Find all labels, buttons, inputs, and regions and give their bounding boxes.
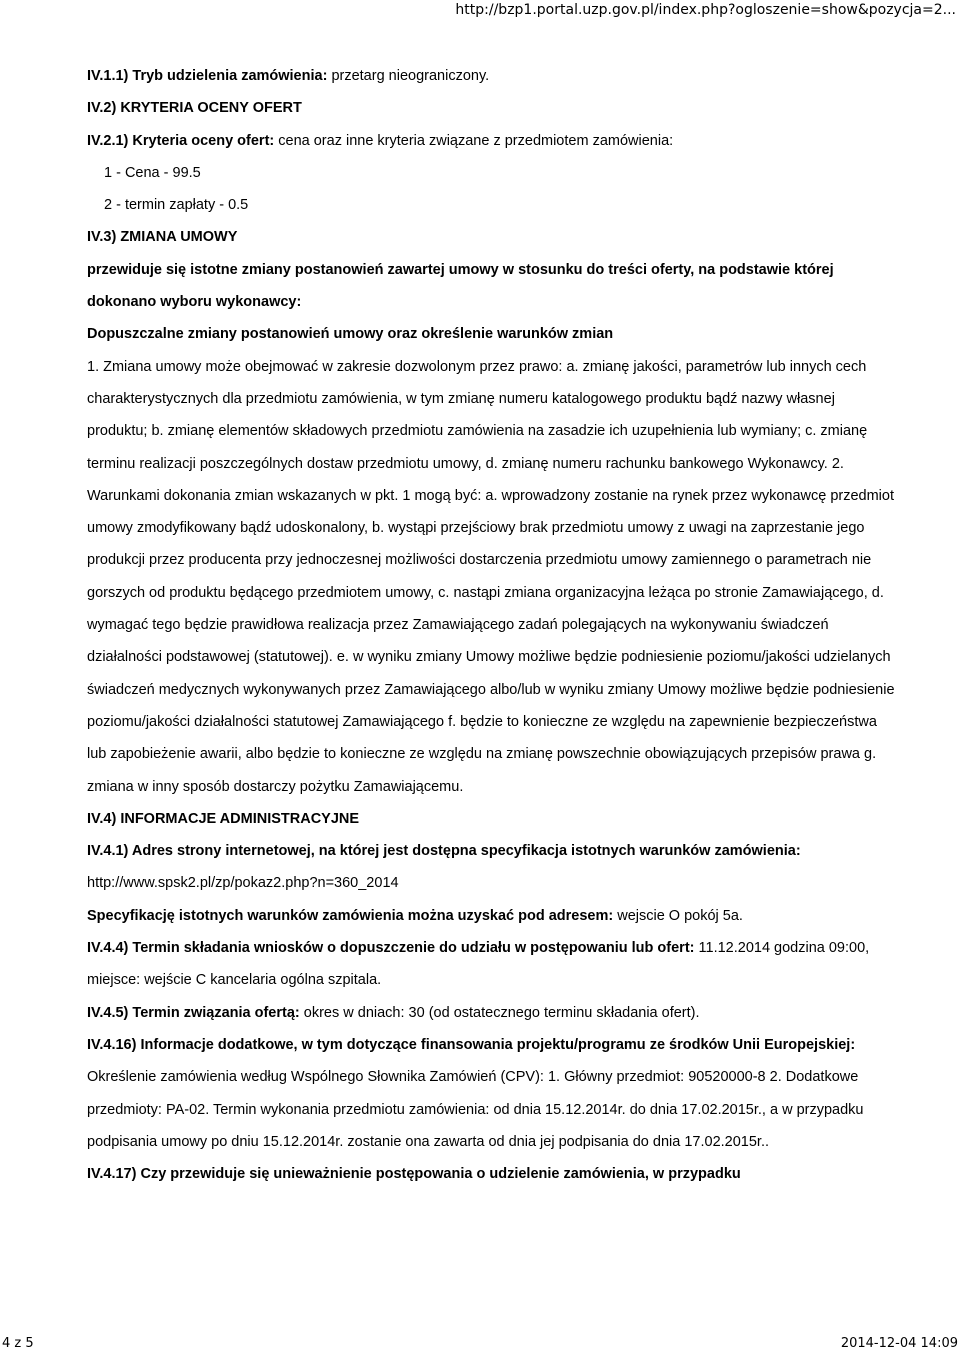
section-label: IV.4.4) Termin składania wniosków o dopuszczenie do udziału w postępowaniu lub ofert: (87, 940, 695, 957)
section-iv-2-heading: IV.2) KRYTERIA OCENY OFERT (87, 100, 302, 117)
section-value: Określenie zamówienia według Wspólnego Słownika Zamówień (CPV): 1. Główny przedmiot: 90520000-8 2. Dodatkowe przedmioty: PA-02. Termin wykonania przedmiotu zamówienia: od dnia 15.12.2014r. do dnia 17.02.2015r., a w przypadku podpisania umowy po dniu 15.12.2014r. zostanie ona zawarta od dnia jej podpisania do dnia 17.02.2015r.. (87, 1069, 864, 1150)
siwz-address (87, 900, 897, 932)
document-body (87, 60, 897, 1190)
section-label: IV.4.16) Informacje dodatkowe, w tym dotyczące finansowania projektu/programu ze środków Unii Europejskiej: (87, 1036, 856, 1053)
print-timestamp: 2014-12-04 14:09 (840, 1336, 958, 1351)
section-value: wejscie O pokój 5a. (617, 907, 743, 924)
section-value: okres w dniach: 30 (od ostatecznego terminu składania ofert). (303, 1004, 700, 1021)
section-iv-1-1 (87, 60, 897, 92)
section-iv-4-4 (87, 932, 897, 997)
page-indicator: 4 z 5 (2, 1336, 34, 1351)
section-iv-4-heading: IV.4) INFORMACJE ADMINISTRACYJNE (87, 810, 360, 827)
section-iv-4-17-label: IV.4.17) Czy przewiduje się unieważnienie postępowania o udzielenie zamówienia, w przypadku (87, 1166, 741, 1183)
section-iv-4-5 (87, 997, 897, 1029)
criterion-1: 1 - Cena - 99.5 (104, 164, 201, 181)
section-iv-2-1 (87, 125, 897, 157)
section-label: IV.1.1) Tryb udzielenia zamówienia: (87, 68, 328, 84)
page-url: http://bzp1.portal.uzp.gov.pl/index.php?ogloszenie=show&pozycja=2... (455, 2, 956, 18)
criterion-2: 2 - termin zapłaty - 0.5 (104, 197, 249, 214)
section-iv-3-body: 1. Zmiana umowy może obejmować w zakresie dozwolonym przez prawo: a. zmianę jakości, parametrów lub innych cech charakterystycznych dla przedmiotu zamówienia, w tym zmianę numeru katalogowego produktu bądź nazwy własnej produktu; b. zmianę elementów składowych przedmiotu zamówienia na zasadzie ich uzupełnienia lub wymiany; c. zmianę terminu realizacji poszczególnych dostaw przedmiotu umowy, d. zmianę numeru rachunku bankowego Wykonawcy. 2. Warunkami dokonania zmian wskazanych w pkt. 1 mogą być: a. wprowadzony zostanie na rynek przez wykonawcę przedmiot umowy zmodyfikowany bądź udoskonalony, b. wystąpi przejściowy brak przedmiotu umowy z uwagi na zaprzestanie jego produkcji przez producenta przy jednoczesnej możliwości dostarczenia przedmiotu umowy zamiennego o parametrach nie gorszych od produktu będącego przedmiotem umowy, c. nastąpi zmiana organizacyjna leżąca po stronie Zamawiającego, d. wymagać tego będzie prawidłowa realizacja przez Zamawiającego zadań polegających na wykonywaniu świadczeń działalności podstawowej (statutowej). e. w wyniku zmiany Umowy możliwe będzie podniesienie poziomu/jakości udzielanych świadczeń medycznych wykonywanych przez Zamawiającego albo/lub w wyniku zmiany Umowy możliwe będzie podniesienie poziomu/jakości działalności statutowej Zamawiającego f. będzie to konieczne ze względu na zapewnienie bezpieczeństwa lub zapobieżenie awarii, albo będzie to konieczne ze względu na zmianę powszechnie obowiązujących przepisów prawa g. zmiana w inny sposób dostarczy pożytku Zamawiającemu. (87, 358, 895, 795)
section-label: IV.4.5) Termin związania ofertą: (87, 1004, 300, 1021)
section-iv-3-heading: IV.3) ZMIANA UMOWY (87, 229, 238, 246)
siwz-url: http://www.spsk2.pl/zp/pokaz2.php?n=360_2014 (87, 875, 399, 892)
section-value: 11.12.2014 godzina 09:00, miejsce: wejście C kancelaria ogólna szpitala. (87, 940, 870, 989)
section-iv-4-16 (87, 1029, 897, 1158)
section-iv-4-1-label: IV.4.1) Adres strony internetowej, na której jest dostępna specyfikacja istotnych warunków zamówienia: (87, 843, 801, 860)
section-value: przetarg nieograniczony. (331, 68, 490, 84)
section-label: IV.2.1) Kryteria oceny ofert: (87, 132, 275, 149)
section-value: cena oraz inne kryteria związane z przedmiotem zamówienia: (278, 132, 674, 149)
section-iv-3-changes-heading: Dopuszczalne zmiany postanowień umowy oraz określenie warunków zmian (87, 326, 614, 343)
section-iv-3-subheading: przewiduje się istotne zmiany postanowień zawartej umowy w stosunku do treści oferty, na podstawie której dokonano wyboru wykonawcy: (87, 261, 834, 311)
section-label: Specyfikację istotnych warunków zamówienia można uzyskać pod adresem: (87, 907, 614, 924)
